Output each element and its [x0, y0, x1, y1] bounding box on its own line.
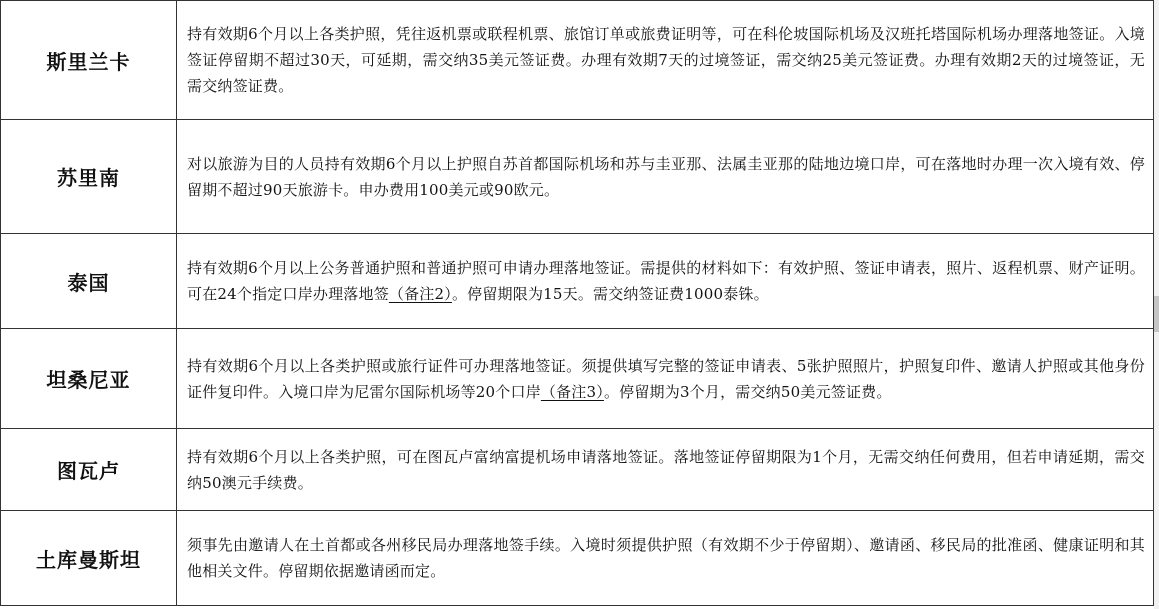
country-cell: 斯里兰卡	[1, 1, 177, 120]
footnote-reference: （备注3）	[540, 382, 604, 401]
description-cell: 持有效期6个月以上各类护照，凭往返机票或联程机票、旅馆订单或旅费证明等，可在科伦坡国际机场及汉班托塔国际机场办理落地签证。入境签证停留期不超过30天，可延期，需交纳35美元签证费。办理有效期7天的过境签证，需交纳25美元签证费。办理有效期2天的过境签证，无需交纳签证费。	[177, 1, 1154, 120]
description-text: 。停留期为3个月，需交纳50美元签证费。	[603, 382, 892, 401]
table-row-sri-lanka	[1, 1, 1154, 120]
description-text: 。停留期限为15天。需交纳签证费1000泰铢。	[451, 285, 769, 303]
country-cell: 图瓦卢	[1, 429, 177, 511]
country-cell: 苏里南	[1, 120, 177, 234]
description-cell	[177, 234, 1154, 329]
table-row-thailand	[1, 234, 1154, 329]
description-cell: 持有效期6个月以上各类护照，可在图瓦卢富纳富提机场申请落地签证。落地签证停留期限为1个月，无需交纳任何费用，但若申请延期，需交纳50澳元手续费。	[177, 429, 1154, 511]
description-text: 持有效期6个月以上各类护照或旅行证件可办理落地签证。须提供填写完整的签证申请表、5张护照照片，护照复印件、邀请人护照或其他身份证件复印件。入境口岸为尼雷尔国际机场等20个口岸	[187, 356, 1145, 401]
table-row-tanzania	[1, 329, 1154, 429]
country-cell: 泰国	[1, 234, 177, 329]
scrollbar-thumb[interactable]	[1154, 296, 1159, 332]
description-text: 持有效期6个月以上公务普通护照和普通护照可申请办理落地签证。需提供的材料如下：有效护照、签证申请表，照片、返程机票、财产证明。可在24个指定口岸办理落地签	[187, 259, 1145, 303]
description-cell	[177, 329, 1154, 429]
country-cell: 坦桑尼亚	[1, 329, 177, 429]
vertical-scrollbar[interactable]	[1154, 0, 1159, 609]
footnote-reference: （备注2）	[388, 285, 452, 303]
description-cell: 对以旅游为目的人员持有效期6个月以上护照自苏首都国际机场和苏与圭亚那、法属圭亚那的陆地边境口岸，可在落地时办理一次入境有效、停留期不超过90天旅游卡。申办费用100美元或90欧元。	[177, 120, 1154, 234]
description-cell: 须事先由邀请人在土首都或各州移民局办理落地签手续。入境时须提供护照（有效期不少于停留期）、邀请函、移民局的批准函、健康证明和其他相关文件。停留期依据邀请函而定。	[177, 511, 1154, 606]
table-row-suriname	[1, 120, 1154, 234]
table-row-turkmenistan	[1, 511, 1154, 606]
table-row-tuvalu	[1, 429, 1154, 511]
country-cell: 土库曼斯坦	[1, 511, 177, 606]
